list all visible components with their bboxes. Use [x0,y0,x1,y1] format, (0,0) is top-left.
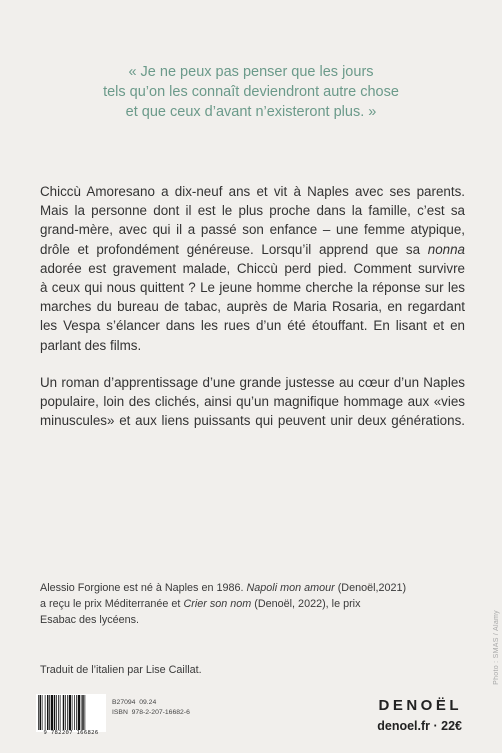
pull-quote [40,62,462,122]
summary-line: minuscules» et aux liens puissants qui peuvent unir deux générations. [40,413,465,429]
summary-line: Chiccù Amoresano a dix-neuf ans et vit à Naples avec ses parents. [40,184,465,199]
book-title: Crier son nom [183,598,252,610]
summary-line: marches du bureau de tabac, auprès de Maria Rosaria, en regardant [40,299,465,315]
author-line [40,596,420,612]
summary-line: populaire, loin des clichés, ainsi qu’un magnifique hommage aux «vies [40,394,465,410]
reference-date: 09.24 [139,699,157,706]
reference-line [112,698,190,708]
quote-line: tels qu’on les connaît deviendront autre chose [103,84,399,100]
author-text: (Denoël, 2022), le prix [251,598,361,610]
isbn-line [112,708,190,718]
barcode-icon [36,694,106,732]
publisher-logo: DENOËL [378,697,462,714]
barcode [36,694,106,740]
author-text: (Denoël,2021) [334,582,407,594]
author-bio [40,580,420,628]
author-line: Esabac des lycéens. [40,614,140,626]
summary-text: drôle et profondément généreuse. Lorsqu’il apprend que sa [40,241,428,257]
summary-italic: nonna [427,241,465,257]
summary-line [40,240,465,259]
quote-line: « Je ne peux pas penser que les jours [128,64,374,80]
publisher-block [377,697,462,733]
summary-line: grand-mère, avec qui il a passé son enfance – une femme atypique, [40,222,465,238]
reference-code: B27094 [112,699,136,706]
summary-paragraph [40,182,465,355]
summary-line: à ceux qui nous quittent ? Le jeune homme cherche la réponse sur les [40,280,465,296]
summary-line: adorée est gravement malade, Chiccù perd pied. Comment survivre [40,260,465,276]
publisher-site-price: denoel.fr · 22€ [377,719,462,733]
book-summary [40,182,465,448]
summary-line: parlant des films. [40,337,142,353]
summary-line: Mais la personne dont il est le plus proche dans la famille, c’est sa [40,203,465,219]
author-line [40,580,420,596]
isbn-label: ISBN [112,709,128,716]
summary-paragraph [40,373,465,431]
book-title: Napoli mon amour [246,582,335,594]
author-text: Alessio Forgione est né à Naples en 1986. [40,582,247,594]
summary-line: les Vespa s’élancer dans les rues d’un été étouffant. En lisant et en [40,318,465,334]
isbn-value: 978-2-207-16682-6 [131,709,190,716]
quote-line: et que ceux d’avant n’existeront plus. » [125,104,377,120]
barcode-number: 9 782207 166826 [43,730,99,736]
translator-credit: Traduit de l’italien par Lise Caillat. [40,664,202,676]
author-text: a reçu le prix Méditerranée et [40,598,184,610]
summary-line: Un roman d’apprentissage d’une grande justesse au cœur d’un Naples [40,374,465,390]
reference-info [112,698,190,718]
photo-credit: Photo : SMAS / Alamy [493,610,500,685]
